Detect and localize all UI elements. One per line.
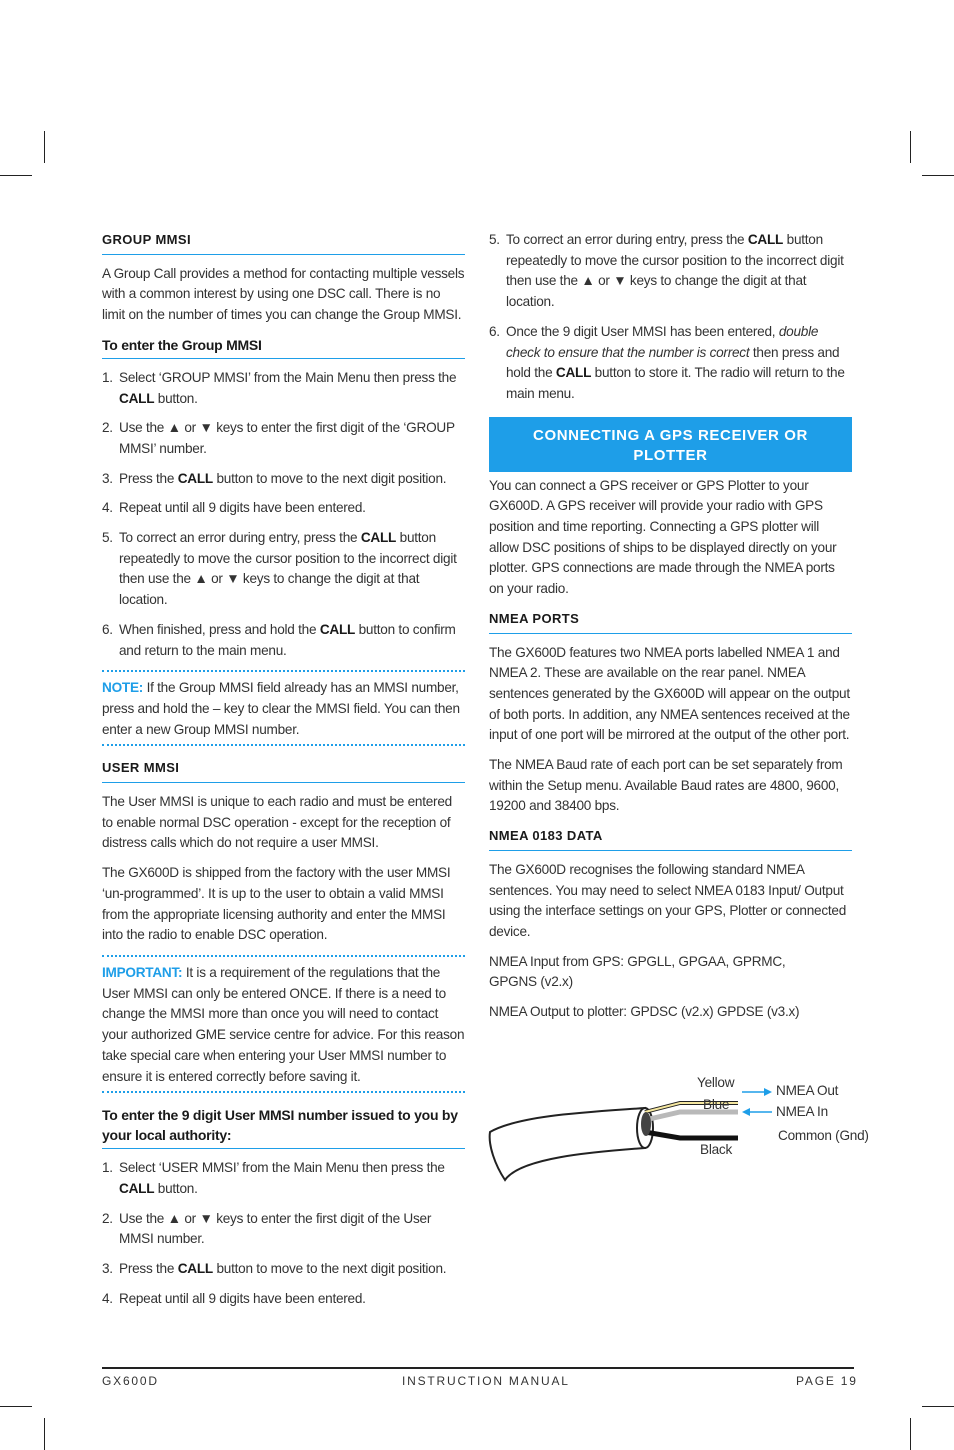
gps-banner: CONNECTING A GPS RECEIVER OR PLOTTER	[489, 417, 852, 472]
step-text: button to confirm and return to the main menu.	[119, 621, 456, 658]
nmea-input-line: GPGNS (v2.x)	[489, 974, 573, 990]
arrow-in-icon	[742, 1108, 772, 1116]
step-text: Select ‘GROUP MMSI’ from the Main Menu then press the	[119, 369, 457, 385]
step-number: 1.	[102, 369, 113, 385]
step-number: 1.	[102, 1160, 113, 1176]
group-mmsi-heading: GROUP MMSI	[102, 230, 465, 255]
step-text: Select ‘USER MMSI’ from the Main Menu then press the	[119, 1160, 445, 1176]
step-number: 3.	[102, 1261, 113, 1277]
nmea-ports-heading: NMEA PORTS	[489, 609, 852, 634]
list-item	[102, 1209, 465, 1250]
user-steps-list	[102, 1158, 465, 1309]
step-number: 4.	[102, 500, 113, 516]
step-text: Repeat until all 9 digits have been entered.	[119, 1290, 366, 1306]
step-text: button to move to the next digit position.	[212, 470, 447, 486]
enter-group-heading: To enter the Group MMSI	[102, 335, 465, 359]
crop-mark	[44, 131, 45, 163]
step-text: Repeat until all 9 digits have been entered.	[119, 500, 366, 516]
step-number: 5.	[102, 530, 113, 546]
footer-manual: INSTRUCTION MANUAL	[402, 1374, 570, 1388]
crop-mark	[910, 1418, 911, 1450]
list-item	[102, 469, 465, 490]
list-item	[102, 1289, 465, 1310]
step-number: 3.	[102, 470, 113, 486]
nmea-data-paragraph: The GX600D recognises the following standard NMEA sentences. You may need to select NMEA 0183 Input/ Output using the interface settings on your GPS, Plotter or connected device.	[489, 861, 847, 939]
nmea-input-line: NMEA Input from GPS: GPGLL, GPGAA, GPRMC,	[489, 953, 786, 969]
step-text: To correct an error during entry, press the	[506, 232, 748, 247]
list-item	[102, 1259, 465, 1280]
step-number: 2.	[102, 1210, 113, 1226]
important-box	[102, 955, 465, 1093]
nmea-ports-paragraph: The GX600D features two NMEA ports labelled NMEA 1 and NMEA 2. These are available on the rear panel. NMEA sentences generated by the GX600D will appear on the output of both ports. In addition, any NMEA sentences received at the input of one port will be mirrored at the output of the other port.	[489, 644, 850, 743]
label-nmea-in: NMEA In	[776, 1104, 828, 1119]
group-mmsi-intro: A Group Call provides a method for contacting multiple vessels with a common interest by using one DSC call. There is no limit on the number of times you can change the Group MMSI.	[102, 265, 465, 323]
user-steps-continued	[489, 230, 852, 405]
label-blue: Blue	[703, 1097, 730, 1112]
step-bold: CALL	[319, 621, 356, 637]
nmea-ports-paragraph: The NMEA Baud rate of each port can be set separately from within the Setup menu. Available Baud rates are 4800, 9600, 19200 and 38400 bps.	[489, 757, 843, 814]
list-item	[489, 230, 852, 313]
cable-core	[641, 1112, 651, 1136]
crop-mark	[0, 1406, 32, 1407]
crop-mark	[44, 1418, 45, 1450]
step-text: Press the	[119, 470, 178, 486]
step-number: 5.	[489, 232, 500, 247]
step-text: Use the ▲ or ▼ keys to enter the first digit of the ‘GROUP MMSI’ number.	[119, 420, 455, 456]
note-label: NOTE:	[102, 680, 144, 696]
list-item	[489, 322, 852, 405]
list-item	[102, 1158, 465, 1199]
step-italic: double check to ensure that the number is correct	[506, 323, 819, 360]
list-item	[102, 418, 465, 459]
list-item	[102, 620, 465, 661]
label-nmea-out: NMEA Out	[776, 1083, 839, 1098]
list-item	[102, 528, 465, 611]
crop-mark	[922, 1406, 954, 1407]
step-number: 2.	[102, 420, 113, 436]
group-steps-list	[102, 368, 465, 661]
step-text: Once the 9 digit User MMSI has been entered,	[506, 323, 779, 339]
list-item	[102, 368, 465, 409]
footer-divider	[102, 1367, 854, 1369]
label-black: Black	[700, 1142, 732, 1157]
left-column	[102, 230, 465, 1318]
important-text: It is a requirement of the regulations that the User MMSI can only be entered ONCE. If there is a need to change the MMSI more than once you will need to contact your authorized GME service centre for advice. For this reason take special care when entering your User MMSI number to ensure it is entered correctly before saving it.	[102, 964, 465, 1084]
step-bold: CALL	[177, 470, 213, 486]
gps-intro: You can connect a GPS receiver or GPS Plotter to your GX600D. A GPS receiver will provide your radio with GPS position and time reporting. Connecting a GPS plotter will allow DSC positions of ships to be displayed directly on your plotter. GPS connections are made through the NMEA ports on your radio.	[489, 477, 837, 597]
step-text: To correct an error during entry, press the	[119, 530, 361, 546]
step-number: 4.	[102, 1290, 113, 1306]
nmea-data-heading: NMEA 0183 DATA	[489, 826, 852, 851]
footer-page: PAGE 19	[796, 1374, 858, 1388]
user-mmsi-heading: USER MMSI	[102, 758, 465, 783]
nmea-input-paragraph	[489, 952, 852, 993]
nmea-output-paragraph: NMEA Output to plotter: GPDSC (v2.x) GPDSE (v3.x)	[489, 1004, 800, 1020]
step-text: button.	[154, 390, 198, 406]
step-text: button to move to the next digit position.	[212, 1261, 447, 1277]
step-bold: CALL	[119, 1180, 155, 1196]
step-bold: CALL	[360, 530, 397, 546]
step-bold: CALL	[177, 1261, 213, 1277]
step-bold: CALL	[555, 365, 592, 381]
crop-mark	[0, 175, 32, 176]
blue-wire	[645, 1112, 738, 1120]
step-text: Press the	[119, 1261, 178, 1277]
arrow-out-icon	[742, 1088, 772, 1096]
step-text: then press and hold the	[506, 344, 840, 381]
step-text: button repeatedly to move the cursor position to the incorrect digit then use the ▲ or ▼ keys to change the digit at that location.	[506, 232, 844, 310]
footer-model: GX600D	[102, 1374, 159, 1388]
step-text: button repeatedly to move the cursor position to the incorrect digit then use the ▲ or ▼ keys to change the digit at that location.	[119, 530, 457, 608]
black-wire	[645, 1132, 738, 1138]
step-bold: CALL	[119, 390, 155, 406]
step-number: 6.	[489, 323, 500, 339]
cable-jacket	[490, 1108, 645, 1180]
label-common-gnd: Common (Gnd)	[778, 1128, 869, 1143]
important-label: IMPORTANT:	[102, 964, 183, 980]
enter-user-heading: To enter the 9 digit User MMSI number issued to you by your local authority:	[102, 1105, 465, 1149]
step-text: button.	[154, 1180, 198, 1196]
crop-mark	[922, 175, 954, 176]
step-text: When finished, press and hold the	[119, 621, 320, 637]
right-column	[489, 230, 852, 1032]
step-bold: CALL	[747, 232, 784, 247]
step-text: Use the ▲ or ▼ keys to enter the first digit of the User MMSI number.	[119, 1210, 432, 1247]
note-text: If the Group MMSI field already has an MMSI number, press and hold the – key to clear the MMSI field. You can then enter a new Group MMSI number.	[102, 680, 460, 737]
crop-mark	[910, 131, 911, 163]
note-box	[102, 670, 465, 746]
user-mmsi-paragraph: The User MMSI is unique to each radio and must be entered to enable normal DSC operation - except for the reception of distress calls which do not require a user MMSI.	[102, 794, 452, 851]
list-item	[102, 498, 465, 519]
user-mmsi-paragraph: The GX600D is shipped from the factory with the user MMSI ‘un-programmed’. It is up to the user to obtain a valid MMSI from the appropriate licensing authority and enter the MMSI into the radio to enable DSC operation.	[102, 865, 451, 943]
label-yellow: Yellow	[697, 1075, 735, 1090]
step-text: button to store it. The radio will return to the main menu.	[506, 365, 845, 401]
step-number: 6.	[102, 621, 113, 637]
